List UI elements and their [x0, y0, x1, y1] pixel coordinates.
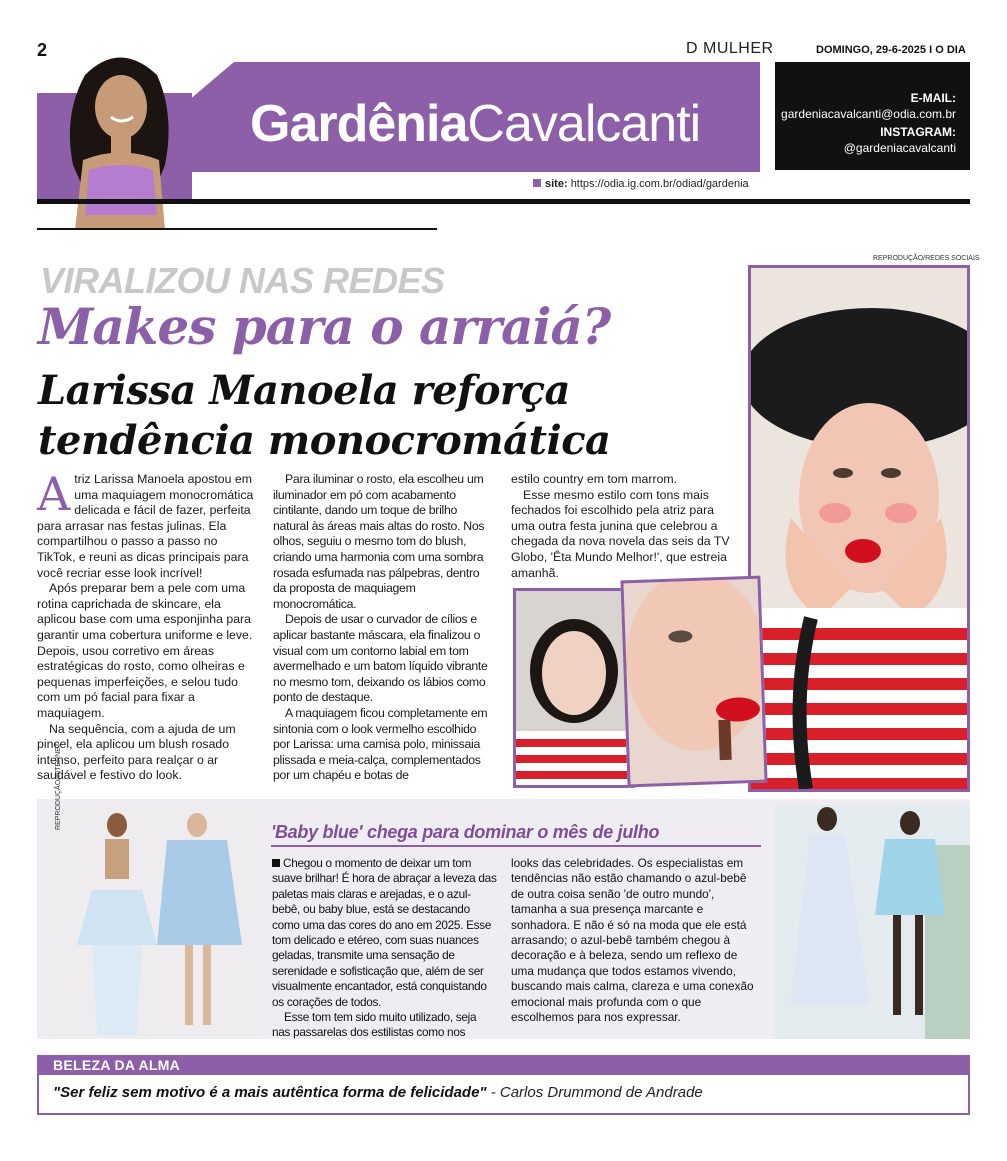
story-column-1	[37, 467, 259, 784]
story-paragraph: triz Larissa Manoela apostou em uma maquiagem monocromática delicada e fácil de fazer, perfeita para arrasar nas festas julinas. Ela compartilhou o passo a passo no TikTok, e reuni as dicas principais para você recriar esse look incrível!	[37, 472, 254, 580]
baby-blue-paragraph: Esse tom tem sido muito utilizado, seja nas passarelas dos estilistas como nos	[272, 1010, 477, 1040]
story-paragraph: A maquiagem ficou completamente em sintonia com o look vermelho escolhido por Larissa: uma camisa polo, minissaia plissada e meia-calça, complementados por um chapéu e botas de	[273, 705, 488, 783]
header-rule	[37, 199, 970, 204]
baby-blue-paragraph: looks das celebridades. Os especialistas em tendências não estão chamando o azul-bebê de outra coisa senão 'de outro mundo', tamanha a sua presença marcante e sonhadora. E não é só na moda que ele está arrasando; o azul-bebê também chegou à decoração e à beleza, sendo um reflexo de uma mudança que todos estamos vivendo, buscando mais calma, clareza e uma conexão emocional mais profunda com o que escolhemos para nos expressar.	[511, 856, 754, 1025]
photo-credit: REPRODUÇÃO/REDES SOCIAIS	[873, 255, 980, 262]
baby-blue-title: 'Baby blue' chega para dominar o mês de julho	[271, 822, 660, 842]
baby-blue-rule	[271, 845, 761, 847]
photo-credit-internet: REPRODUÇÃO/INTERNET	[55, 742, 62, 830]
site-line	[533, 178, 749, 190]
quote-label: BELEZA DA ALMA	[37, 1055, 970, 1075]
runway-photo-left	[47, 805, 257, 1039]
story-column-2	[273, 472, 495, 784]
site-link[interactable]: https://odia.ig.com.br/odiad/gardenia	[570, 178, 749, 190]
instagram-label: INSTAGRAM:	[880, 125, 956, 139]
paragraph-bullet-icon	[272, 859, 280, 867]
baby-blue-column-2	[511, 856, 761, 1025]
story-paragraph: Para iluminar o rosto, ela escolheu um iluminador em pó com acabamento cintilante, dando um toque de brilho natural às áreas mais altas do rosto. Nos olhos, seguiu o mesmo tom do blush, criando uma harmonia com uma sombra rosada esfumada nas pálpebras, dentro da proposta de maquiagem monocromática.	[273, 472, 485, 611]
email-link[interactable]: gardeniacavalcanti@odia.com.br	[781, 107, 956, 121]
makeup-step-photo-1	[513, 588, 635, 788]
main-photo	[748, 265, 970, 792]
drop-cap: A	[37, 467, 71, 521]
story-subheadline	[38, 366, 610, 466]
quote-text: "Ser feliz sem motivo é a mais autêntica forma de felicidade"	[53, 1084, 487, 1101]
quote-author: - Carlos Drummond de Andrade	[486, 1084, 703, 1101]
baby-blue-column-1	[272, 856, 497, 1041]
story-paragraph: Após preparar bem a pele com uma rotina caprichada de skincare, ela aplicou base com uma esponjinha para garantir uma cobertura uniforme e leve. Depois, usou corretivo em áreas estratégicas do rosto, como olheiras e pequenas imperfeições, e selou tudo com um pó facial para fixar a maquiagem.	[37, 581, 253, 720]
baby-blue-paragraph: Chegou o momento de deixar um tom suave brilhar! É hora de abraçar a leveza das paletas mais claras e arejadas, e o azul-bebê, ou baby blue, está se destacando como uma das cores do ano em 2025. Esse tom delicado e etéreo, com suas nuances geladas, transmite uma sensação de serenidade e sofisticação que, além de ser visualmente encantador, está conquistando os corações de todos.	[272, 856, 497, 1009]
story-kicker: VIRALIZOU NAS REDES	[40, 260, 445, 301]
quote-box	[37, 1075, 970, 1115]
story-paragraph: estilo country em tom marrom.	[511, 472, 678, 486]
email-label: E-MAIL:	[910, 91, 956, 105]
story-paragraph: Depois de usar o curvador de cílios e aplicar bastante máscara, ela finalizou o visual com um contorno labial em tom avermelhado e um batom líquido vibrante no mesmo tom, deixando os lábios como ponto de destaque.	[273, 612, 488, 705]
columnist-name	[250, 94, 700, 154]
contact-box	[775, 62, 970, 170]
date-line: DOMINGO, 29-6-2025 I O DIA	[816, 44, 966, 56]
subheadline-line-2: tendência monocromática	[38, 417, 611, 464]
columnist-first-name: Gardênia	[250, 95, 468, 153]
subheadline-line-1: Larissa Manoela reforça	[38, 367, 570, 414]
makeup-step-photo-2	[620, 576, 767, 788]
story-headline: Makes para o arraiá?	[38, 297, 611, 356]
page-number: 2	[37, 40, 48, 60]
section-name: D MULHER	[686, 40, 774, 57]
runway-photo-right	[775, 805, 970, 1039]
header-rule-thin	[37, 228, 437, 230]
story-column-3	[511, 472, 741, 581]
site-bullet-icon	[533, 179, 541, 187]
story-paragraph: Esse mesmo estilo com tons mais fechados foi escolhido pela atriz para uma outra festa junina que celebrou a chegada da nova novela das seis da TV Globo, 'Êta Mundo Melhor!', que estreia amanhã.	[511, 487, 730, 580]
story-paragraph: Na sequência, com a ajuda de um pincel, ela aplicou um blush rosado intenso, perfeito para realçar o ar saudável e festivo do look.	[37, 721, 236, 783]
columnist-last-name: Cavalcanti	[467, 95, 701, 153]
instagram-handle[interactable]: @gardeniacavalcanti	[843, 141, 956, 155]
site-label: site:	[545, 178, 568, 190]
